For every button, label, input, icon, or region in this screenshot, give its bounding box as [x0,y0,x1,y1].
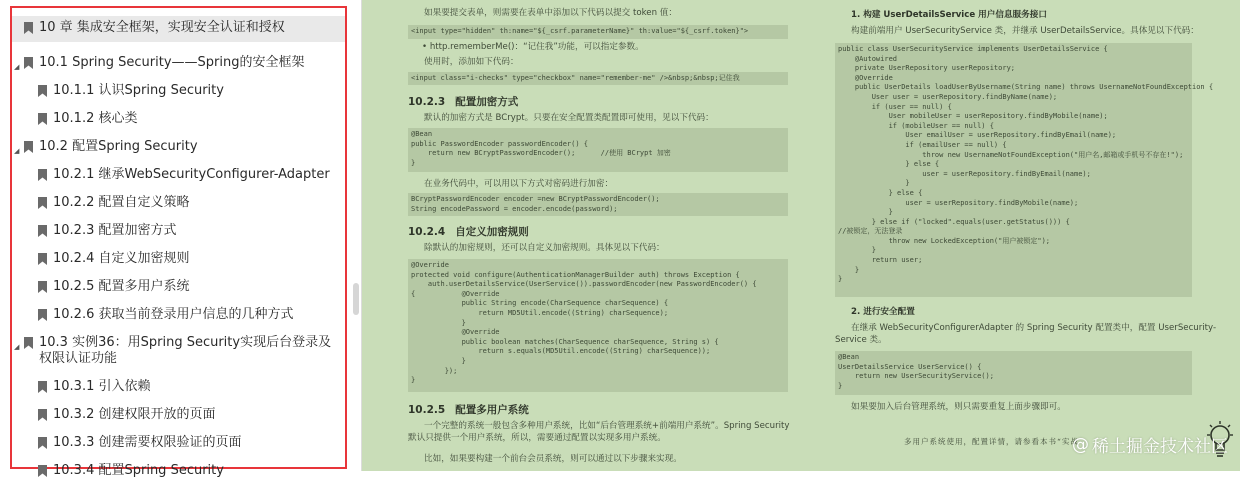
p-default-crypt: 默认的加密方式是 BCrypt。只要在安全配置类配置即可使用，见以下代码： [424,113,714,123]
at-icon: @ [1072,434,1089,455]
toc-item-label: 10.3.3 创建需要权限验证的页面 [53,435,242,450]
toc-item-label: 10.3 实例36：用Spring Security实现后台登录及权限认证功能 [39,335,332,366]
toc-item[interactable] [12,375,345,399]
bookmark-icon [24,141,33,153]
toc-item[interactable] [12,16,345,42]
p-step-2: 在继承 WebSecurityConfigurerAdapter 的 Spring Security 配置类中，配置 UserSecurity-Service 类。 [835,323,1217,345]
toc-item[interactable] [12,219,345,243]
bookmark-icon [24,337,33,349]
heading-step-1: 1. 构建 UserDetailsService 用户信息服务接口 [851,10,1047,20]
code-bean-user-service: @Bean UserDetailsService UserService() { return new UserSecurityService(); } [835,351,1192,395]
bookmark-icon [38,281,47,293]
bookmark-icon [38,465,47,477]
toc-item-label: 10 章 集成安全框架，实现安全认证和授权 [39,20,285,35]
p-custom: 除默认的加密规则，还可以自定义加密规则。具体见以下代码： [424,243,665,253]
bookmark-icon [38,253,47,265]
code-override: @Override protected void configure(AuthenticationManagerBuilder auth) throws Exception { auth.userDetailsService(UserService()).passwordEncoder(new PasswordEncoder() { { @Override public String encode(CharSequence charSequence) { return MD5Util.encode((String) charSequence); } @Override public boolean matches(CharSequence charSequence, String s) { return s.equals(MD5Util.encode((String) charSequence)); } }); } [408,259,788,392]
toc-item-label: 10.3.1 引入依赖 [53,379,151,394]
page-column-right [835,0,1225,471]
p-step-1: 构建前端用户 UserSecurityService 类，并继承 UserDetailsService。具体见以下代码： [851,26,1199,36]
toc-item[interactable] [12,51,345,75]
toc-item-label: 10.1.1 认识Spring Security [53,83,224,98]
toc-item[interactable] [12,275,345,299]
toc-item-label: 10.2.1 继承WebSecurityConfigurer-Adapter [53,167,330,182]
toc-item[interactable] [12,107,345,131]
p-multi-1: 一个完整的系统一般包含多种用户系统，比如“后台管理系统+前端用户系统”。Spring Security 默认只提供一个用户系统，所以，需要通过配置以实现多用户系统。 [408,421,790,443]
p-admin: 如果要加入后台管理系统，则只需要重复上面步骤即可。 [851,402,1066,412]
toc-item[interactable] [12,331,345,371]
toc-item[interactable] [12,79,345,103]
toc-item-label: 10.2.6 获取当前登录用户信息的几种方式 [53,307,294,322]
tip-text: 多用户系统使用，配置详情，请参看本书“实战 [904,437,1079,446]
watermark: @ 稀土掘金技术社区 [1072,434,1228,457]
toc-item[interactable] [12,163,345,187]
collapse-arrow-icon[interactable]: ◢ [14,147,20,155]
toc-item-label: 10.2 配置Spring Security [39,139,198,154]
bookmark-icon [38,381,47,393]
sidebar-scrollbar[interactable] [353,283,359,315]
collapse-arrow-icon[interactable]: ◢ [14,343,20,351]
code-bean-encoder: @Bean public PasswordEncoder passwordEncoder() { return new BCryptPasswordEncoder(); //使用 BCrypt 加密 } [408,128,788,172]
toc-highlight-frame [10,6,347,478]
toc-item-label: 10.2.4 自定义加密规则 [53,251,190,266]
bookmark-icon [24,57,33,69]
bookmark-icon [38,197,47,209]
toc-item-label: 10.1 Spring Security——Spring的安全框架 [39,55,305,70]
heading-step-2: 2. 进行安全配置 [851,307,915,317]
use-line: 使用时，添加如下代码： [424,57,519,67]
toc-item[interactable] [12,431,345,455]
collapse-arrow-icon[interactable]: ◢ [14,63,20,71]
bookmark-icon [38,113,47,125]
p-multi-2: 比如，如果要构建一个前台会员系统，则可以通过以下步骤来实现。 [424,454,682,464]
toc-item-label: 10.2.5 配置多用户系统 [53,279,190,294]
bookmark-icon [38,437,47,449]
bookmark-icon [38,409,47,421]
toc-item-label: 10.2.2 配置自定义策略 [53,195,190,210]
code-token: <input type="hidden" th:name="${_csrf.parameterName}" th:value="${_csrf.token}"> [408,25,788,39]
intro-line: 如果要提交表单，则需要在表单中添加以下代码以提交 token 值： [424,8,677,18]
p-business: 在业务代码中，可以用以下方式对密码进行加密： [424,179,614,189]
bullet-remember: • http.rememberMe()：“记住我”功能，可以指定参数。 [422,42,644,52]
toc-item[interactable] [12,247,345,271]
toc-item[interactable] [12,459,345,483]
page-column-left [408,0,791,471]
toc-item-label: 10.3.4 配置Spring Security [53,463,224,478]
toc-sidebar [0,0,362,478]
toc-item-label: 10.3.2 创建权限开放的页面 [53,407,216,422]
heading-10-2-5: 10.2.5 配置多用户系统 [408,404,529,416]
code-encode: BCryptPasswordEncoder encoder =new BCryptPasswordEncoder(); String encodePassword = encoder.encode(password); [408,193,788,216]
toc-item-label: 10.2.3 配置加密方式 [53,223,177,238]
toc-item-label: 10.1.2 核心类 [53,111,138,126]
toc-item[interactable] [12,191,345,215]
toc-item[interactable] [12,303,345,327]
bookmark-icon [24,22,33,34]
heading-10-2-3: 10.2.3 配置加密方式 [408,96,519,108]
code-user-security-service: public class UserSecurityService implements UserDetailsService { @Autowired private UserRepository userRepository; @Override public UserDetails loadUserByUsername(String name) throws UsernameNotFoundException { User user = userRepository.findByName(name); if (user == null) { User mobileUser = userRepository.findByMobile(name); if (mobileUser == null) { User emailUser = userRepository.findByEmail(name); if (emailUser == null) { throw new UsernameNotFoundException("用户名,邮箱或手机号不存在!"); } else { user = userRepository.findByEmail(name); } } else { user = userRepository.findByMobile(name); } } else if ("locked".equals(user.getStatus())) { //被锁定，无法登录 throw new LockedException("用户被锁定"); } return user; } } [835,43,1192,297]
bookmark-icon [38,309,47,321]
bookmark-icon [38,85,47,97]
toc-item[interactable] [12,135,345,159]
bookmark-icon [38,225,47,237]
bookmark-icon [38,169,47,181]
heading-10-2-4: 10.2.4 自定义加密规则 [408,226,529,238]
document-page [362,0,1240,471]
toc-item[interactable] [12,403,345,427]
code-remember: <input class="i-checks" type="checkbox" name="remember-me" />&nbsp;&nbsp;记住我 [408,72,788,85]
